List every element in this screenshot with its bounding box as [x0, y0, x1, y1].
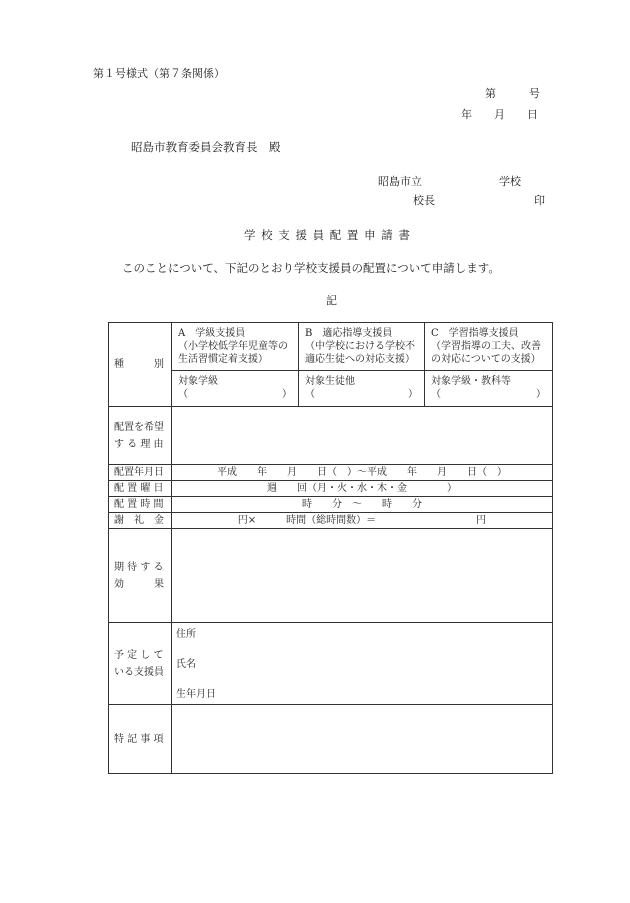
time-value: 時 分 ～ 時 分 [302, 499, 422, 510]
fee-input[interactable] [172, 513, 553, 529]
staff-label-line1: 予 定 し て [114, 649, 164, 661]
type-c-cell [425, 323, 553, 371]
type-label: 種 別 [114, 359, 164, 370]
target-b-paren-close: ） [408, 389, 418, 400]
target-c-paren-open: （ [431, 389, 441, 400]
fee-value: 円× 時間（総時間数）＝ 円 [237, 515, 487, 526]
fee-label-cell [109, 513, 172, 529]
birth-label: 生年月日 [176, 689, 216, 700]
type-a-cell [172, 323, 299, 371]
effect-label-line2: 効 果 [114, 578, 164, 590]
effect-input[interactable] [172, 529, 553, 623]
target-a-cell[interactable] [172, 371, 299, 407]
time-label-cell [109, 497, 172, 513]
period-value: 平成 年 月 日（ ）～平成 年 月 日（ ） [217, 467, 507, 478]
staff-input[interactable] [172, 623, 553, 705]
type-c-title: C 学習指導支援員 [431, 328, 519, 339]
notes-label: 特 記 事 項 [114, 733, 164, 745]
application-table [108, 322, 553, 774]
target-c-cell[interactable] [425, 371, 553, 407]
document-number: 第 号 [485, 87, 540, 100]
intro-text: このことについて、下記のとおり学校支援員の配置について申請します。 [122, 261, 500, 275]
time-label: 配 置 時 間 [114, 499, 164, 510]
address-label: 住所 [176, 629, 196, 640]
target-b-cell[interactable] [299, 371, 425, 407]
name-label: 氏名 [176, 659, 196, 670]
fee-label: 謝 礼 金 [114, 515, 164, 526]
type-b-desc2: 適応生徒への対応支援） [305, 354, 415, 365]
effect-label-line1: 期 待 す る [114, 561, 164, 573]
target-c-paren-close: ） [536, 389, 546, 400]
principal-line: 校長 印 [413, 194, 545, 207]
staff-label-cell [109, 623, 172, 705]
weekday-label-cell [109, 481, 172, 497]
type-b-title: B 適応指導支援員 [305, 328, 393, 339]
document-title: 学 校 支 援 員 配 置 申 請 書 [244, 228, 411, 242]
type-a-desc1: （小学校低学年児童等の [178, 341, 288, 352]
type-c-desc2: の対応についての支援） [431, 354, 541, 365]
reason-label-line1: 配置を希望 [114, 421, 164, 433]
addressee: 昭島市教育委員会教育長 殿 [131, 140, 281, 154]
target-a-paren-close: ） [282, 389, 292, 400]
effect-label-cell [109, 529, 172, 623]
type-a-title: A 学級支援員 [178, 328, 246, 339]
target-b-label: 対象生徒他 [305, 376, 355, 387]
reason-input[interactable] [172, 407, 553, 465]
period-input[interactable] [172, 465, 553, 481]
target-b-paren-open: （ [305, 389, 315, 400]
type-label-cell [109, 323, 172, 407]
notes-label-cell [109, 705, 172, 774]
weekday-label: 配 置 曜 日 [114, 483, 164, 494]
weekday-input[interactable] [172, 481, 553, 497]
reason-label-cell [109, 407, 172, 465]
target-c-label: 対象学級・教科等 [431, 376, 511, 387]
type-c-desc1: （学習指導の工夫、改善 [431, 341, 541, 352]
time-input[interactable] [172, 497, 553, 513]
period-label-cell [109, 465, 172, 481]
reason-label-line2: す る 理 由 [114, 438, 164, 450]
type-b-desc1: （中学校における学校不 [305, 341, 415, 352]
school-line: 昭島市立 学校 [378, 175, 521, 188]
form-number: 第１号様式（第７条関係） [93, 67, 225, 80]
type-a-desc2: 生活習慣定着支援） [178, 354, 268, 365]
ki-label: 記 [326, 294, 337, 307]
period-label: 配置年月日 [114, 467, 164, 478]
target-a-paren-open: （ [178, 389, 188, 400]
weekday-value: 週 回（月・火・水・木・金 ） [267, 483, 457, 494]
target-a-label: 対象学級 [178, 376, 218, 387]
notes-input[interactable] [172, 705, 553, 774]
document-date: 年 月 日 [461, 108, 538, 121]
staff-label-line2: いる支援員 [114, 666, 164, 678]
type-b-cell [299, 323, 425, 371]
